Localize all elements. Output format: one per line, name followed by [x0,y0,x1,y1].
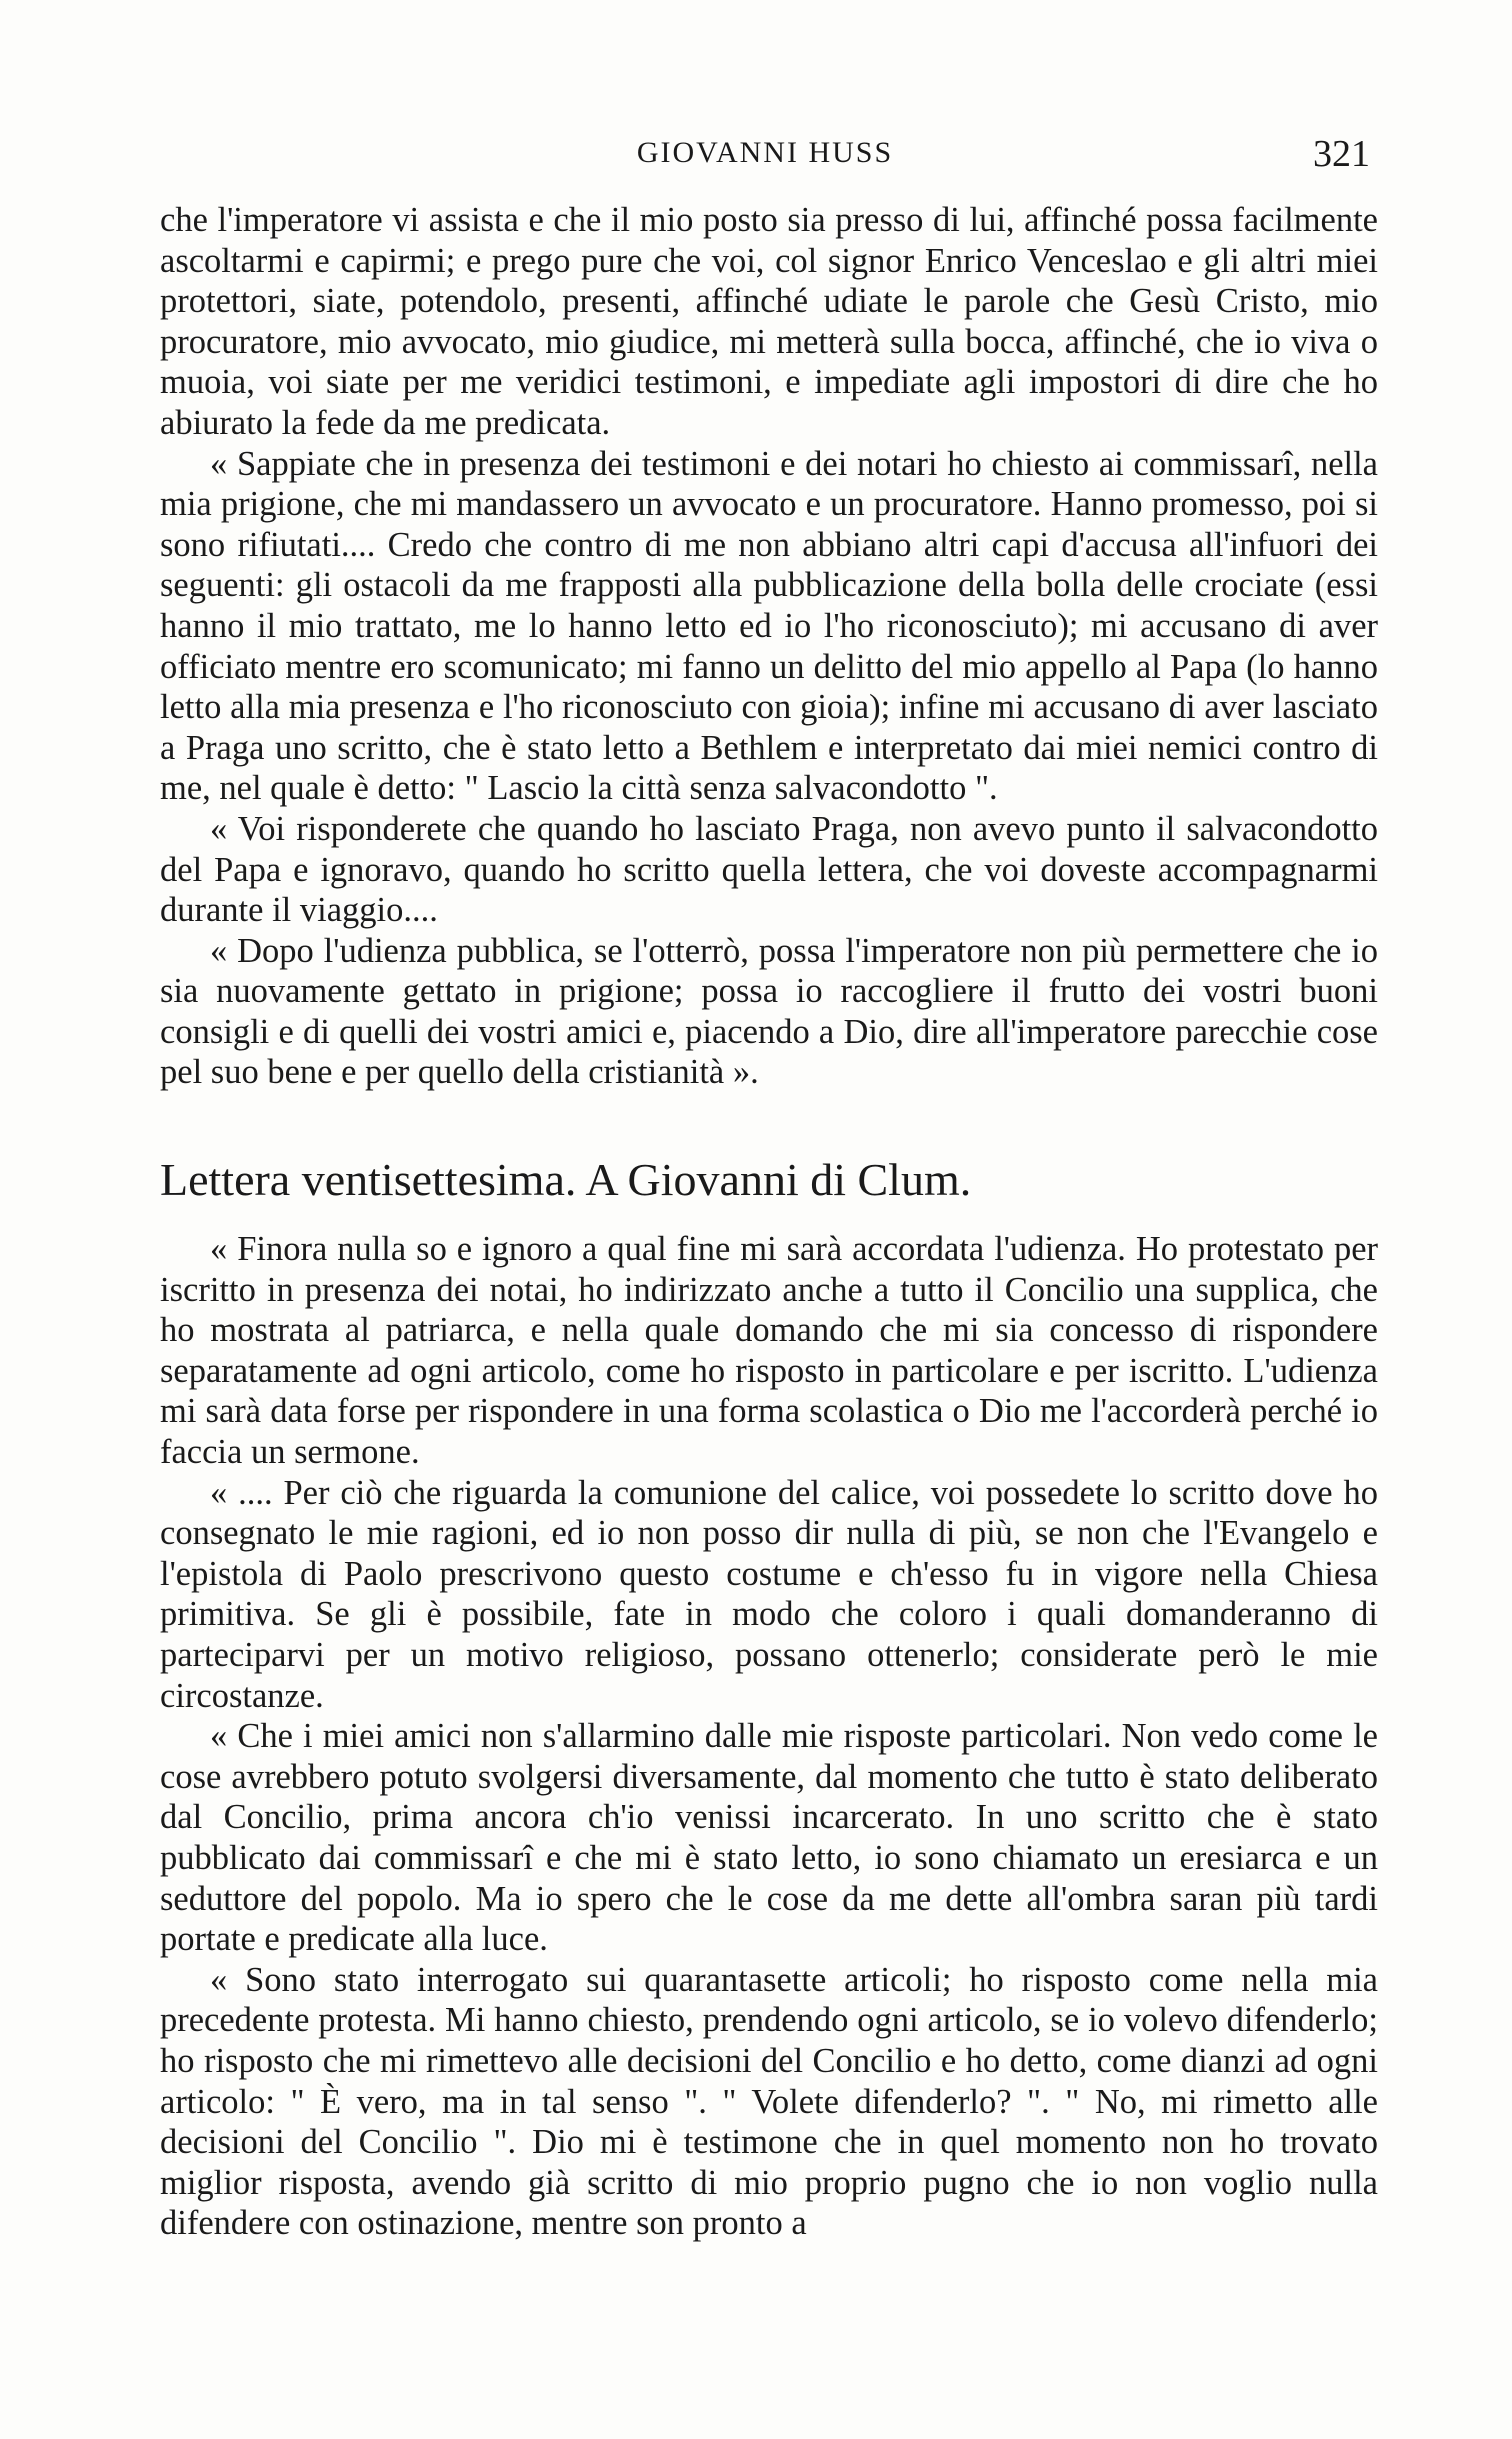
page-number: 321 [1313,133,1370,175]
paragraph: « Finora nulla so e ignoro a qual fine mi sarà accordata l'udienza. Ho protestato per iscritto in presenza dei notai, ho indirizzato anche a tutto il Concilio una supplica, che ho mostrata al patriarca, e nella quale domando che mi sia concesso di rispondere separatamente ad ogni articolo, come ho risposto in particolare e per iscritto. L'udienza mi sarà data forse per rispondere in una forma scolastica o Dio me l'accorderà perché io faccia un sermone. [160,1230,1378,1472]
body-text [160,200,1378,2244]
paragraph: « Dopo l'udienza pubblica, se l'otterrò, possa l'imperatore non più permettere che io sia nuovamente gettato in prigione; possa io raccogliere il frutto dei vostri buoni consigli e di quelli dei vostri amici e, piacendo a Dio, dire all'imperatore parecchie cose pel suo bene e per quello della cristianità ». [160,931,1378,1092]
paragraph: « Che i miei amici non s'allarmino dalle mie risposte particolari. Non vedo come le cose avrebbero potuto svolgersi diversamente, dal momento che tutto è stato deliberato dal Concilio, prima ancora ch'io venissi incarcerato. In uno scritto che è stato pubblicato dai commissarî e che mi è stato letto, io sono chiamato un eresiarca e un seduttore del popolo. Ma io spero che le cose da me dette all'ombra saran più tardi portate e predicate alla luce. [160,1717,1378,1959]
paragraph: « Sappiate che in presenza dei testimoni e dei notari ho chiesto ai commissarî, nella mia prigione, che mi mandassero un avvocato e un procuratore. Hanno promesso, poi si sono rifiutati.... Credo che contro di me non abbiano altri capi d'accusa all'infuori dei seguenti: gli ostacoli da me frapposti alla pubblicazione della bolla delle crociate (essi hanno il mio trattato, me lo hanno letto ed io l'ho riconosciuto); mi accusano di aver officiato mentre ero scomunicato; mi fanno un delitto del mio appello al Papa (lo hanno letto alla mia presenza e l'ho riconosciuto con gioia); infine mi accusano di aver lasciato a Praga uno scritto, che è stato letto a Bethlem e interpretato dai miei nemici contro di me, nel quale è detto: " Lascio la città senza salvacondotto ". [160,444,1378,808]
page-header [160,128,1370,178]
section-title: Lettera ventisettesima. A Giovanni di Clum. [160,1154,972,1206]
running-title: GIOVANNI HUSS [636,136,894,169]
paragraph: « .... Per ciò che riguarda la comunione del calice, voi possedete lo scritto dove ho consegnato le mie ragioni, ed io non posso dir nulla di più, se non che l'Evangelo e l'epistola di Paolo prescrivono questo costume e ch'esso fu in vigore nella Chiesa primitiva. Se gli è possibile, fate in modo che coloro i quali domanderanno di parteciparvi per un motivo religioso, possano ottenerlo; considerate però le mie circostanze. [160,1473,1378,1715]
paragraph: che l'imperatore vi assista e che il mio posto sia presso di lui, affinché possa facilmente ascoltarmi e capirmi; e prego pure che voi, col signor Enrico Venceslao e gli altri miei protettori, siate, potendolo, presenti, affinché udiate le parole che Gesù Cristo, mio procuratore, mio avvocato, mio giudice, mi metterà sulla bocca, affinché, che io viva o muoia, voi siate per me veridici testimoni, e impediate agli impostori di dire che ho abiurato la fede da me predicata. [160,201,1378,442]
paragraph: « Sono stato interrogato sui quarantasette articoli; ho risposto come nella mia precedente protesta. Mi hanno chiesto, prendendo ogni articolo, se io volevo difenderlo; ho risposto che mi rimettevo alle decisioni del Concilio e ho detto, come dianzi ad ogni articolo: " È vero, ma in tal senso ". " Volete difenderlo? ". " No, mi rimetto alle decisioni del Concilio ". Dio mi è testimone che in quel momento non ho trovato miglior risposta, avendo già scritto di mio proprio pugno che io non voglio nulla difendere con ostinazione, mentre son pronto a [160,1960,1378,2243]
paragraph: « Voi risponderete che quando ho lasciato Praga, non avevo punto il salvacondotto del Papa e ignoravo, quando ho scritto quella lettera, che voi doveste accompagnarmi durante il viaggio.... [160,809,1378,930]
